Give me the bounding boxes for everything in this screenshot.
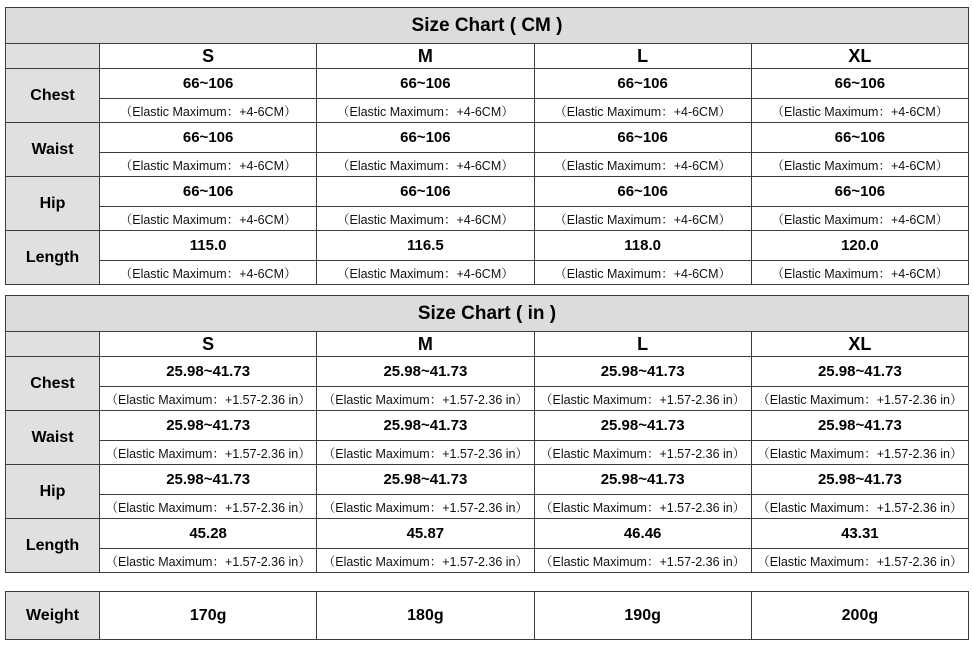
weight-value-m: 180g (317, 592, 534, 640)
row-label-length: Length (6, 519, 100, 573)
value-cell: 118.0 (534, 231, 751, 261)
elastic-note: （Elastic Maximum：+4-6CM） (751, 153, 968, 177)
header-corner-cell (6, 332, 100, 357)
row-label-hip: Hip (6, 465, 100, 519)
row-label-waist: Waist (6, 123, 100, 177)
size-chart-cm-table (5, 7, 969, 285)
note-row (6, 549, 969, 573)
value-cell: 25.98~41.73 (534, 465, 751, 495)
value-cell: 66~106 (751, 69, 968, 99)
size-header-s: S (100, 332, 317, 357)
weight-value-xl: 200g (751, 592, 968, 640)
elastic-note: （Elastic Maximum：+4-6CM） (751, 207, 968, 231)
value-cell: 25.98~41.73 (534, 357, 751, 387)
size-header-xl: XL (751, 332, 968, 357)
note-row (6, 99, 969, 123)
elastic-note: （Elastic Maximum：+1.57-2.36 in） (100, 549, 317, 573)
elastic-note: （Elastic Maximum：+4-6CM） (317, 207, 534, 231)
elastic-note: （Elastic Maximum：+1.57-2.36 in） (100, 441, 317, 465)
size-header-l: L (534, 44, 751, 69)
elastic-note: （Elastic Maximum：+1.57-2.36 in） (534, 549, 751, 573)
header-corner-cell (6, 44, 100, 69)
table-row (6, 519, 969, 549)
elastic-note: （Elastic Maximum：+1.57-2.36 in） (534, 495, 751, 519)
value-cell: 66~106 (317, 69, 534, 99)
value-cell: 66~106 (317, 123, 534, 153)
elastic-note: （Elastic Maximum：+1.57-2.36 in） (751, 549, 968, 573)
size-chart-cm-title: Size Chart ( CM ) (6, 8, 969, 44)
value-cell: 66~106 (534, 69, 751, 99)
table-row (6, 411, 969, 441)
size-header-row (6, 44, 969, 69)
value-cell: 25.98~41.73 (100, 357, 317, 387)
weight-row (6, 592, 969, 640)
size-header-xl: XL (751, 44, 968, 69)
elastic-note: （Elastic Maximum：+4-6CM） (534, 99, 751, 123)
elastic-note: （Elastic Maximum：+4-6CM） (534, 261, 751, 285)
value-cell: 25.98~41.73 (751, 411, 968, 441)
value-cell: 120.0 (751, 231, 968, 261)
note-row (6, 207, 969, 231)
value-cell: 66~106 (751, 177, 968, 207)
value-cell: 25.98~41.73 (100, 411, 317, 441)
value-cell: 43.31 (751, 519, 968, 549)
row-label-hip: Hip (6, 177, 100, 231)
elastic-note: （Elastic Maximum：+4-6CM） (534, 207, 751, 231)
row-label-chest: Chest (6, 357, 100, 411)
elastic-note: （Elastic Maximum：+4-6CM） (100, 99, 317, 123)
value-cell: 45.28 (100, 519, 317, 549)
weight-table (5, 591, 969, 640)
value-cell: 66~106 (100, 69, 317, 99)
value-cell: 66~106 (317, 177, 534, 207)
table-row (6, 177, 969, 207)
value-cell: 46.46 (534, 519, 751, 549)
elastic-note: （Elastic Maximum：+4-6CM） (317, 261, 534, 285)
table-row (6, 465, 969, 495)
value-cell: 66~106 (751, 123, 968, 153)
elastic-note: （Elastic Maximum：+1.57-2.36 in） (100, 495, 317, 519)
value-cell: 25.98~41.73 (317, 411, 534, 441)
size-header-m: M (317, 44, 534, 69)
elastic-note: （Elastic Maximum：+1.57-2.36 in） (317, 387, 534, 411)
table-row (6, 123, 969, 153)
note-row (6, 261, 969, 285)
elastic-note: （Elastic Maximum：+1.57-2.36 in） (751, 441, 968, 465)
elastic-note: （Elastic Maximum：+4-6CM） (100, 153, 317, 177)
value-cell: 116.5 (317, 231, 534, 261)
note-row (6, 387, 969, 411)
value-cell: 66~106 (534, 177, 751, 207)
size-header-m: M (317, 332, 534, 357)
value-cell: 66~106 (534, 123, 751, 153)
value-cell: 45.87 (317, 519, 534, 549)
value-cell: 25.98~41.73 (751, 357, 968, 387)
note-row (6, 495, 969, 519)
elastic-note: （Elastic Maximum：+4-6CM） (751, 261, 968, 285)
value-cell: 25.98~41.73 (751, 465, 968, 495)
elastic-note: （Elastic Maximum：+1.57-2.36 in） (100, 387, 317, 411)
elastic-note: （Elastic Maximum：+4-6CM） (100, 207, 317, 231)
size-header-l: L (534, 332, 751, 357)
row-label-chest: Chest (6, 69, 100, 123)
elastic-note: （Elastic Maximum：+4-6CM） (534, 153, 751, 177)
elastic-note: （Elastic Maximum：+4-6CM） (100, 261, 317, 285)
elastic-note: （Elastic Maximum：+1.57-2.36 in） (751, 387, 968, 411)
value-cell: 66~106 (100, 177, 317, 207)
size-header-row (6, 332, 969, 357)
note-row (6, 153, 969, 177)
value-cell: 25.98~41.73 (317, 357, 534, 387)
row-label-length: Length (6, 231, 100, 285)
row-label-waist: Waist (6, 411, 100, 465)
row-label-weight: Weight (6, 592, 100, 640)
elastic-note: （Elastic Maximum：+1.57-2.36 in） (317, 549, 534, 573)
value-cell: 115.0 (100, 231, 317, 261)
elastic-note: （Elastic Maximum：+1.57-2.36 in） (317, 495, 534, 519)
elastic-note: （Elastic Maximum：+1.57-2.36 in） (534, 441, 751, 465)
elastic-note: （Elastic Maximum：+4-6CM） (751, 99, 968, 123)
size-chart-in-title: Size Chart ( in ) (6, 296, 969, 332)
elastic-note: （Elastic Maximum：+4-6CM） (317, 153, 534, 177)
weight-value-s: 170g (100, 592, 317, 640)
weight-value-l: 190g (534, 592, 751, 640)
size-chart-in-table (5, 295, 969, 573)
table-row (6, 357, 969, 387)
table-row (6, 69, 969, 99)
value-cell: 25.98~41.73 (534, 411, 751, 441)
elastic-note: （Elastic Maximum：+1.57-2.36 in） (534, 387, 751, 411)
elastic-note: （Elastic Maximum：+1.57-2.36 in） (317, 441, 534, 465)
value-cell: 25.98~41.73 (317, 465, 534, 495)
value-cell: 25.98~41.73 (100, 465, 317, 495)
note-row (6, 441, 969, 465)
size-header-s: S (100, 44, 317, 69)
elastic-note: （Elastic Maximum：+4-6CM） (317, 99, 534, 123)
value-cell: 66~106 (100, 123, 317, 153)
elastic-note: （Elastic Maximum：+1.57-2.36 in） (751, 495, 968, 519)
table-row (6, 231, 969, 261)
